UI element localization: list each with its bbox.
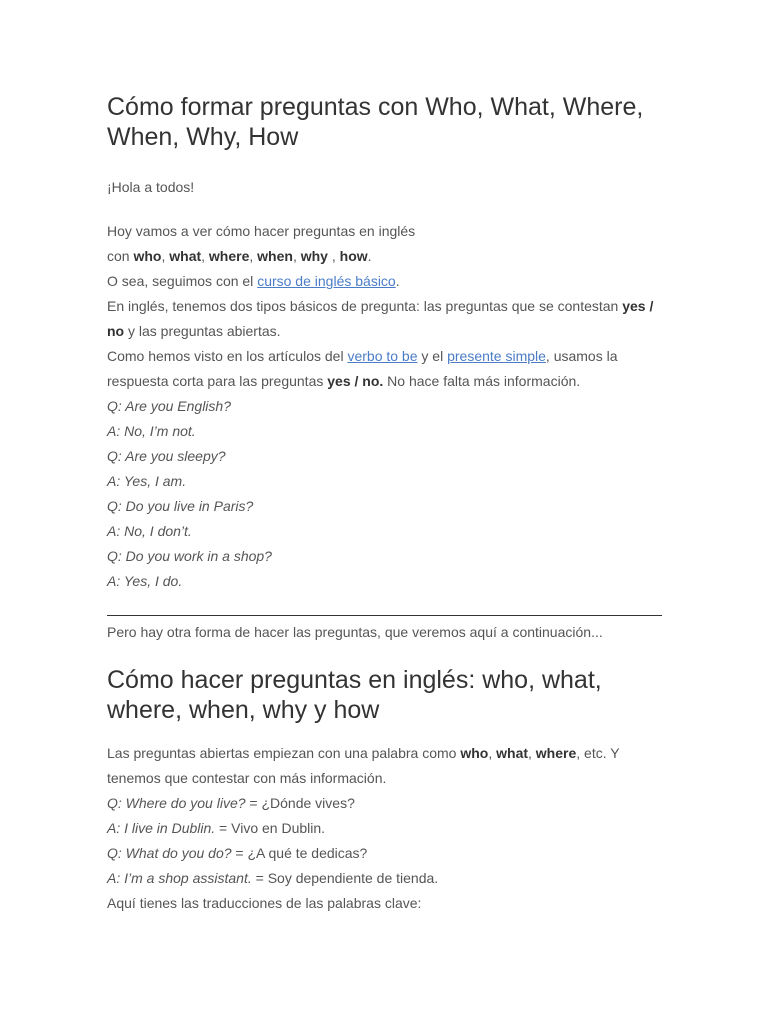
example-es: = Vivo en Dublin.	[215, 820, 326, 836]
como-pre: Como hemos visto en los artículos del	[107, 348, 348, 364]
qa-item: Q: Do you live in Paris?	[107, 498, 254, 514]
example-es: = Soy dependiente de tienda.	[251, 870, 439, 886]
example-en: A: I live in Dublin.	[107, 820, 216, 836]
keyword-who: who	[460, 745, 489, 761]
intro-con: con	[107, 248, 134, 264]
como-post: , usamos la respuesta corta para las preguntas	[107, 348, 618, 389]
como-yes-no: yes / no.	[327, 373, 384, 389]
example-en: Q: Where do you live?	[107, 795, 246, 811]
sep: ,	[528, 745, 536, 761]
abiertas-pre: Las preguntas abiertas empiezan con una palabra como	[107, 745, 461, 761]
qa-item: A: No, I’m not.	[107, 423, 196, 439]
qa-item: Q: Are you sleepy?	[107, 448, 226, 464]
intro-line1: Hoy vamos a ver cómo hacer preguntas en inglés	[107, 223, 416, 239]
abiertas-post: , etc. Y tenemos que contestar con más información.	[107, 745, 620, 786]
example-es: = ¿A qué te dedicas?	[231, 845, 368, 861]
aqui-paragraph: Aquí tienes las traducciones de las palabras clave:	[107, 895, 422, 911]
pero-paragraph: Pero hay otra forma de hacer las preguntas, que veremos aquí a continuación...	[107, 624, 603, 640]
qa-item: A: No, I don’t.	[107, 523, 192, 539]
osea-post: .	[395, 273, 400, 289]
types-pre: En inglés, tenemos dos tipos básicos de pregunta: las preguntas que se contestan	[107, 298, 623, 314]
sep-3: ,	[249, 248, 258, 264]
sep: ,	[488, 745, 497, 761]
example-en: Q: What do you do?	[107, 845, 232, 861]
types-yes-no: yes / no	[107, 298, 654, 339]
sep-5: ,	[327, 248, 340, 264]
example-item	[107, 841, 662, 866]
keyword-what: what	[496, 745, 529, 761]
como-end: No hace falta más información.	[383, 373, 581, 389]
qa-item: A: Yes, I am.	[107, 473, 187, 489]
section-title: Cómo hacer preguntas en inglés: who, what, where, when, why y how	[107, 666, 602, 724]
keyword-what: what	[169, 248, 202, 264]
example-item	[107, 866, 662, 891]
como-mid: y el	[417, 348, 448, 364]
qa-item: Q: Do you work in a shop?	[107, 548, 272, 564]
intro-period: .	[367, 248, 372, 264]
example-list	[107, 791, 662, 891]
sep-1: ,	[161, 248, 170, 264]
types-post: y las preguntas abiertas.	[124, 323, 281, 339]
keyword-who: who	[133, 248, 162, 264]
abiertas-paragraph	[107, 741, 662, 791]
example-item	[107, 791, 662, 816]
intro-paragraph	[107, 219, 662, 394]
example-en: A: I’m a shop assistant.	[107, 870, 252, 886]
example-es: = ¿Dónde vives?	[245, 795, 355, 811]
keyword-how: how	[339, 248, 368, 264]
example-item	[107, 816, 662, 841]
sep-2: ,	[201, 248, 209, 264]
link-presente-simple[interactable]: presente simple	[447, 348, 546, 364]
page-title: Cómo formar preguntas con Who, What, Where, When, Why, How	[107, 93, 644, 151]
keyword-why: why	[300, 248, 328, 264]
sep-4: ,	[292, 248, 301, 264]
qa-item: Q: Are you English?	[107, 398, 231, 414]
qa-item: A: Yes, I do.	[107, 573, 183, 589]
link-curso-ingles-basico[interactable]: curso de inglés básico	[257, 273, 396, 289]
greeting: ¡Hola a todos!	[107, 179, 195, 195]
keyword-where: where	[535, 745, 577, 761]
keyword-when: when	[257, 248, 293, 264]
keyword-where: where	[208, 248, 250, 264]
osea-pre: O sea, seguimos con el	[107, 273, 258, 289]
link-verbo-to-be[interactable]: verbo to be	[347, 348, 418, 364]
document	[107, 92, 662, 916]
qa-list	[107, 394, 662, 594]
